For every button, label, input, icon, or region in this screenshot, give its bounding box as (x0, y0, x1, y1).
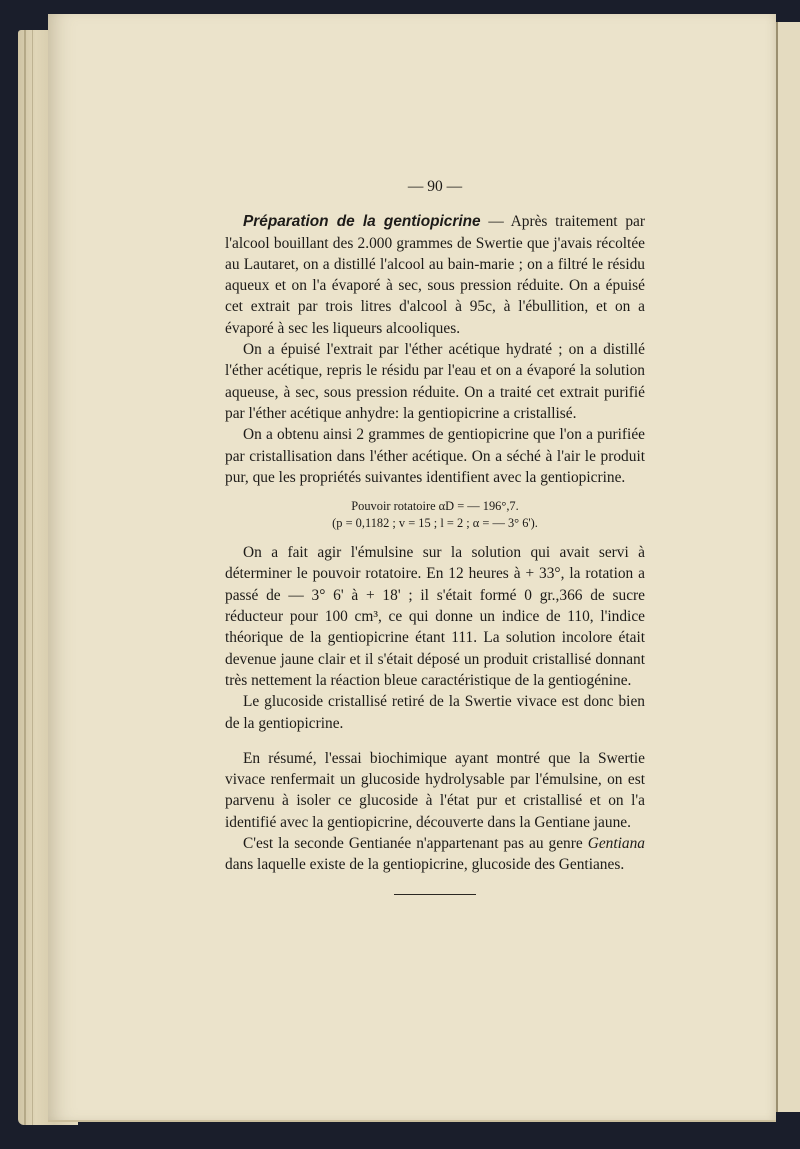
paragraph-conclusion: Le glucoside cristallisé retiré de la Swertie vivace est donc bien de la gentiopicrine. (225, 693, 645, 732)
formula-line-1: Pouvoir rotatoire αD = — 196°,7. (351, 499, 519, 514)
genus-name: Gentiana (587, 835, 645, 853)
paragraph-extraction: On a épuisé l'extrait par l'éther acétique hydraté ; on a distillé l'éther acétique, repris le résidu par l'eau et on a évaporé la solution aqueuse, à sec, sous pression réduite. On a traité cet extrait purifié par l'éther acétique anhydre: la gentiopicrine a cristallisé. (225, 341, 645, 422)
paragraph-final-end: dans laquelle existe de la gentiopicrine, glucoside des Gentianes. (225, 856, 625, 874)
paragraph-emulsine: On a fait agir l'émulsine sur la solution qui avait servi à déterminer le pouvoir rotatoire. En 12 heures à + 33°, la rotation a passé de — 3° 6' à + 18' ; il s'était formé 0 gr.,366 de sucre réducteur pour 100 cm³, ce qui donne un indice de 110, l'indice théorique de la gentiopicrine étant 111. La solution incolore était devenue jaune clair et il s'était déposé un produit cristallisé donnant très nettement la réaction bleue caractéristique de la gentiogénine. (225, 544, 645, 689)
paragraph-preparation-text: — Après traitement par l'alcool bouillant des 2.000 grammes de Swertie que j'avais récoltée au Lautaret, on a distillé l'alcool au bain-marie ; on a filtré le résidu aqueux et on l'a évaporé à sec, sous pression réduite. On a épuisé cet extrait par trois litres d'alcool à 95c, à l'ébullition, et on a évaporé à sec les liqueurs alcooliques. (225, 213, 645, 337)
page-number: — 90 — (407, 178, 463, 195)
rotation-formula (225, 498, 645, 532)
closing-rule (394, 894, 476, 895)
paragraph-preparation (225, 211, 645, 339)
formula-line-2: (p = 0,1182 ; v = 15 ; l = 2 ; α = — 3° 6'). (332, 516, 538, 531)
paragraph-summary: En résumé, l'essai biochimique ayant montré que la Swertie vivace renfermait un glucoside hydrolysable par l'émulsine, on est parvenu à isoler ce glucoside à l'état pur et cristallisé et on l'a identifié avec la gentiopicrine, découverte dans la Gentiane jaune. (225, 749, 645, 831)
paragraph-final-start: C'est la seconde Gentianée n'appartenant pas au genre (243, 835, 588, 853)
page-text (225, 170, 645, 895)
facing-page-edge (776, 22, 800, 1112)
paragraph-purification: On a obtenu ainsi 2 grammes de gentiopicrine que l'on a purifiée par cristallisation dans l'éther acétique. On a séché à l'air le produit pur, que les propriétés suivantes identifient avec la gentiopicrine. (225, 426, 645, 486)
paragraph-final (225, 833, 645, 876)
section-title: Préparation de la gentiopicrine (243, 213, 481, 231)
